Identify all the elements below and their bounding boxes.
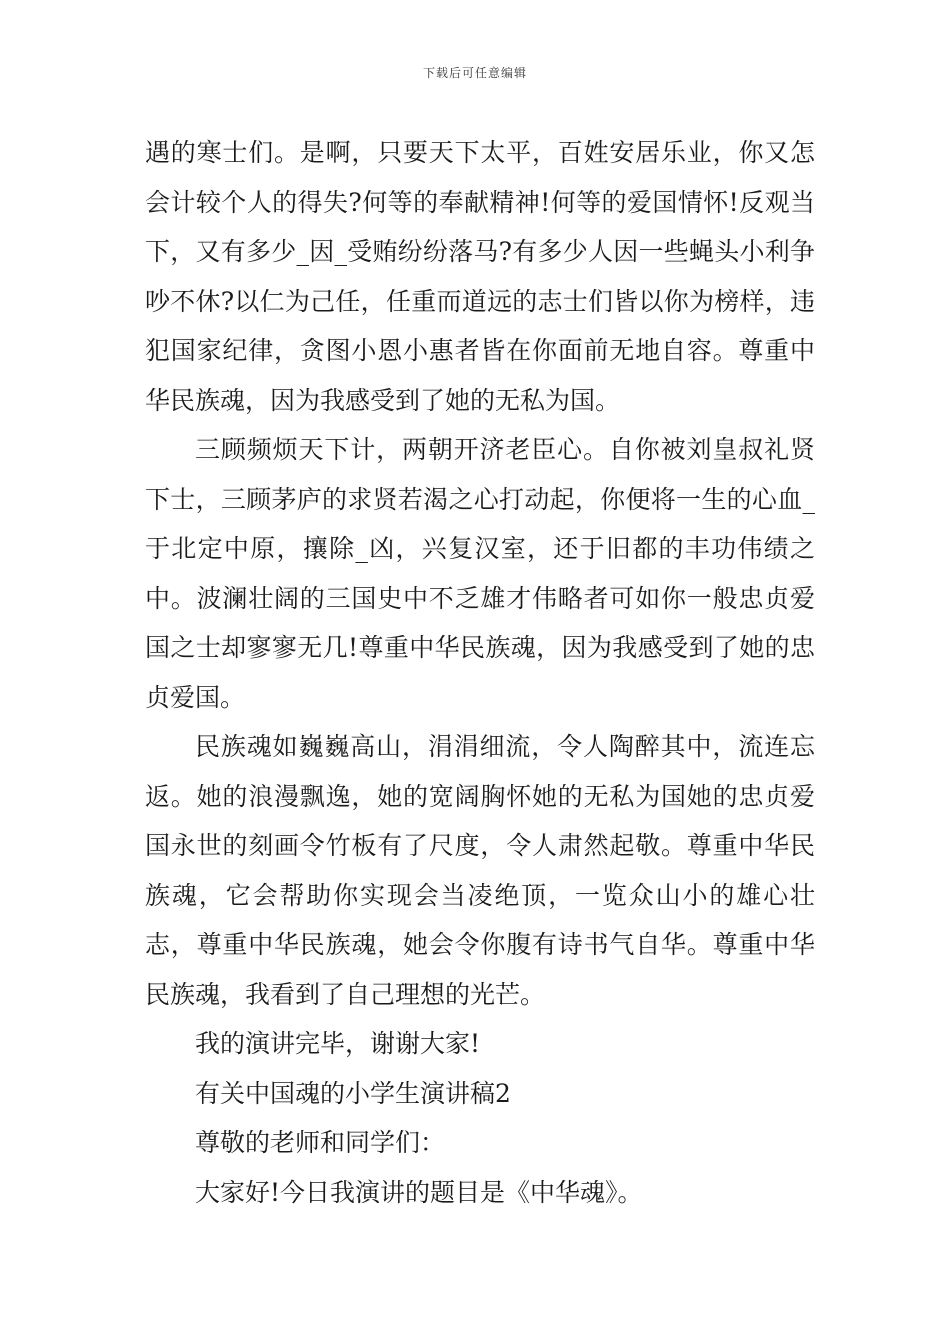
paragraph-greeting: 大家好!今日我演讲的题目是《中华魂》。: [195, 1177, 643, 1207]
page-header: 下载后可任意编辑: [422, 66, 527, 80]
paragraph-zhuge-liang: 三顾频烦天下计，两朝开济老臣心。自你被刘皇叔礼贤下士，三顾茅庐的求贤若渴之心打动起，你便将一生的心血_于北定中原，攘除_凶，兴复汉室，还于旧都的丰功伟绩之中。波澜壮阔的三国史中不乏雄才伟略者可如你一般忠贞爱国之士却寥寥无几!尊重中华民族魂，因为我感受到了她的忠贞爱国。: [145, 435, 815, 712]
paragraph-national-spirit: 民族魂如巍巍高山，涓涓细流，令人陶醉其中，流连忘返。她的浪漫飘逸，她的宽阔胸怀她的无私为国她的忠贞爱国永世的刻画令竹板有了尺度，令人肃然起敬。尊重中华民族魂，它会帮助你实现会当凌绝顶，一览众山小的雄心壮志，尊重中华民族魂，她会令你腹有诗书气自华。尊重中华民族魂，我看到了自己理想的光芒。: [145, 732, 815, 1009]
document-body: [145, 128, 815, 1217]
paragraph-continuation: 遇的寒士们。是啊，只要天下太平，百姓安居乐业，你又怎会计较个人的得失?何等的奉献精神!何等的爱国情怀!反观当下，又有多少_因_受贿纷纷落马?有多少人因一些蝇头小利争吵不休?以仁为己任，任重而道远的志士们皆以你为榜样，违犯国家纪律，贪图小恩小惠者皆在你面前无地自容。尊重中华民族魂，因为我感受到了她的无私为国。: [145, 138, 815, 415]
paragraph-closing: 我的演讲完毕，谢谢大家!: [195, 1029, 481, 1058]
section-title: 有关中国魂的小学生演讲稿2: [195, 1078, 511, 1108]
salutation: 尊敬的老师和同学们：: [195, 1128, 446, 1157]
